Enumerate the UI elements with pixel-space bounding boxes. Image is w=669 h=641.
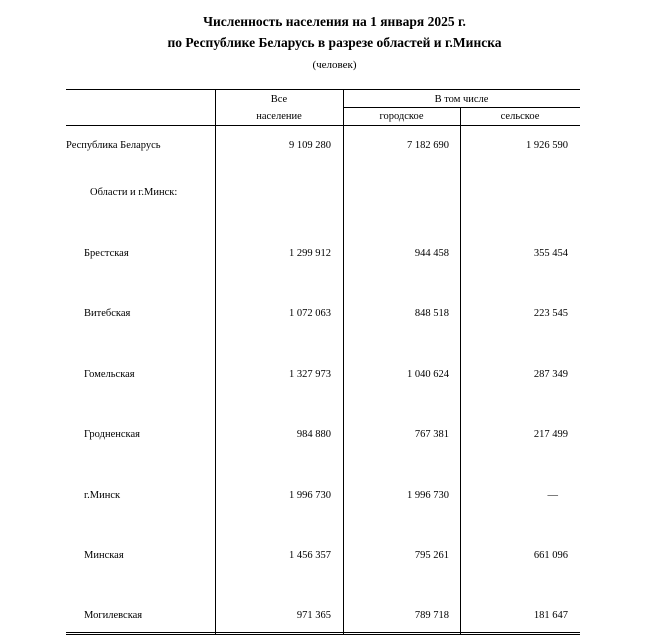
row-total: 1 072 063 [289, 308, 331, 319]
row-total: 1 996 730 [289, 490, 331, 501]
row-name: Брестская [84, 248, 129, 259]
row-rural: 287 349 [533, 369, 568, 380]
header-total-line2: население [256, 111, 302, 122]
row-name: Минская [84, 550, 124, 561]
header-sub-rule [343, 107, 580, 108]
header-including: В том числе [434, 94, 489, 105]
row-rural: 181 647 [533, 610, 568, 621]
row-urban: 1 996 730 [407, 490, 449, 501]
row-rural: 217 499 [533, 429, 568, 440]
row-name: г.Минск [84, 490, 121, 501]
row-name: Гродненская [84, 429, 140, 440]
row-total: 1 299 912 [289, 248, 331, 259]
section-label: Области и г.Минск: [90, 187, 178, 198]
row-rural: 1 926 590 [526, 140, 568, 151]
page-subtitle: по Республике Беларусь в разрезе областей и г.Минска [167, 35, 502, 50]
row-urban: 7 182 690 [407, 140, 449, 151]
header-urban: городское [379, 111, 424, 122]
row-name: Гомельская [84, 369, 135, 380]
row-total: 984 880 [296, 429, 331, 440]
row-rural: 223 545 [533, 308, 568, 319]
row-total: 1 456 357 [289, 550, 331, 561]
row-rural: — [547, 490, 558, 501]
row-name: Республика Беларусь [66, 140, 161, 151]
row-name: Могилевская [84, 610, 143, 621]
header-bottom-rule [66, 125, 580, 126]
row-rural: 355 454 [533, 248, 568, 259]
row-urban: 848 518 [414, 308, 449, 319]
row-urban: 795 261 [414, 550, 449, 561]
row-total: 1 327 973 [289, 369, 331, 380]
table-top-rule [66, 89, 580, 90]
header-total-line1: Все [270, 94, 288, 105]
row-rural: 661 096 [533, 550, 568, 561]
row-urban: 1 040 624 [407, 369, 449, 380]
table-bottom-rule-2 [66, 634, 580, 635]
unit-label: (человек) [312, 59, 357, 71]
page-title: Численность населения на 1 января 2025 г. [203, 14, 466, 29]
row-total: 971 365 [296, 610, 331, 621]
table-bottom-rule [66, 632, 580, 633]
row-urban: 789 718 [414, 610, 449, 621]
row-urban: 944 458 [414, 248, 449, 259]
row-urban: 767 381 [414, 429, 449, 440]
header-rural: сельское [500, 111, 540, 122]
row-name: Витебская [84, 308, 131, 319]
row-total: 9 109 280 [289, 140, 331, 151]
